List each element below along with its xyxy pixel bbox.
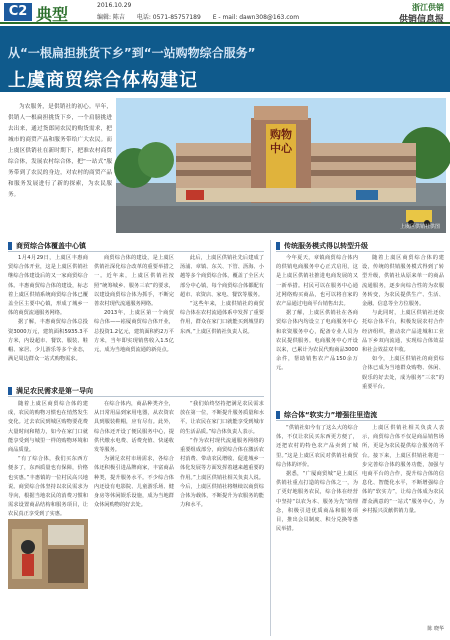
photo-caption: 上虞区供销社供图 <box>399 224 440 230</box>
intro-paragraph: 为农服务，是供销社的初心。早年，供销人一根扁担挑货下乡，一个肩膀挑进去出来，通过货郎同农民的购货需求，把城市的商贸产品和服务带给广大农民。而上虞区供销社在新时期下，把准农村商贸综合体，发展农村综合体，把“一站式”服务带到了农民的身边，对农村的商贸产品和服务发展进行了新的探索，为农民服务。 <box>8 104 112 198</box>
article-paragraph: 据悉，“广厦商贸城”是上虞区供销社重点打造的综合体之一，为了更好地服务农民，综合体在经营中坚持“以农为本、服务为先”的理念，积极引进优质商品和服务项目，推出会员制度、积分兑换等惠民举措。 <box>276 471 358 533</box>
article-paragraph: “有了综合体，我们买东西方便多了，东西质量也有保障，价格也实惠。”丰惠镇的一位村民高兴地说。商贸综合体坚持以农民需求为导向，根据当地农民的消费习惯和需求设置商品结构和服务项目，让农民真正享受到了实惠。 <box>8 456 88 518</box>
article-3-col-2 <box>362 254 444 390</box>
section-heading-3: 传统服务模式得以转型升级 <box>276 241 368 251</box>
article-paragraph: “供销社如今有了这么大的综合体，不仅让农民买东西更方便了，还把农村的特色农产品卖到了城里。”这是上虞区农民对供销社商贸综合体的评价。 <box>276 425 358 468</box>
newspaper-name: 供销信息报 <box>398 15 444 25</box>
article-paragraph: 在综合体内，商品种类齐全，从日常用品到家用电器，从农资农具到服装鞋帽，应有尽有。此外，综合体还开设了便民服务中心，提供代缴水电费、话费充值、快递收发等服务。 <box>94 401 174 454</box>
article-3-col-1 <box>276 254 358 370</box>
issue-date: 2016.10.29 <box>97 2 132 9</box>
kicker-headline: 从“一根扁担挑货下乡”到“一站购物综合服务” <box>8 46 256 60</box>
section-heading-4: 综合体“软实力”增强往里造流 <box>276 410 377 420</box>
article-2-col-2 <box>94 400 174 634</box>
article-paragraph: 为满足农村市场需求，各综合体还积极引进品牌商家，丰富商品种类，提升服务水平。不少综合体内还设有电影院、儿童游乐场、健身房等休闲娱乐设施，成为当地群众休闲购物的好去处。 <box>94 456 174 509</box>
article-paragraph: 商贸综合体的建设，是上虞区供销社深化综合改革的重要举措之一。近年来，上虞区供销社按照“统筹城乡、服务三农”的要求，以建设商贸综合体为抓手，不断完善农村现代流通服务网络。 <box>94 255 174 308</box>
article-paragraph: 此后，上虞区供销社先后建成了汤浦、章镇、东关、下管、沥海、小越等多个商贸综合体，覆盖了全区大部分中心镇，每个商贸综合体都配有超市、农资店、家电、餐饮等服务。 <box>180 255 264 298</box>
article-paragraph: 2013年，上虞区第一个商贸综合体——崧厦商贸综合体开业，总投资1.2亿元，建筑面积约2万平方米，当年即实现销售收入1.5亿元，成为当地商贸流通的新亮点。 <box>94 310 174 354</box>
article-1-col-2 <box>94 254 174 382</box>
article-paragraph: 如今，上虞区供销社的商贸综合体已成为当地群众购物、休闲、娱乐的好去处，成为服务“三农”的重要平台。 <box>362 356 444 390</box>
article-1-col-1 <box>8 254 88 382</box>
article-paragraph: 今年夏天，章镇商贸综合体内的供销电商服务中心正式启用，这是上虞区供销社推进电商发展的又一新举措。村民可以在服务中心通过网络购买商品，也可以将自家的农产品通过电商平台销售出去。 <box>276 255 358 308</box>
section-rule-2 <box>8 396 264 397</box>
article-paragraph: “作为农村现代流通服务网络的重要组成部分，商贸综合体在激活农村消费、带动农民增收、促进城乡一体化发展等方面发挥着越来越重要的作用。”上虞区供销社相关负责人说。今后，上虞区供销社将继续以商贸综合体为载体，不断提升为农服务的能力和水平。 <box>180 437 264 509</box>
article-paragraph: 据了解，丰惠商贸综合体总投资3000万元，建筑面积5935.3平方米，内设超市、餐饮、服装、鞋帽、家居、少儿游乐等多个业态，满足周边群众一站式购物需求。 <box>8 319 88 363</box>
article-paragraph: 1月4月29日，上虞区丰惠商贸综合体开业，这是上虞区供销社继综合体建设后的又一家商贸综合体。丰惠商贸综合体的建设，标志着上虞区供销系统商贸综合体已覆盖全区主要中心镇，形成了城乡一体的商贸流通服务网络。 <box>8 255 88 317</box>
editor-email: E - mail: dawn308@163.com <box>212 14 300 21</box>
main-headline: 上虞商贸综合体构建记 <box>8 70 198 91</box>
editor-name: 编辑: 陈吉 <box>97 14 125 21</box>
page-number-badge: C2 <box>4 3 32 21</box>
article-paragraph: 据了解，上虞区供销社在各商贸综合体内均设立了电商服务中心和农资服务中心，配备专业人员为农民提供服务。电商服务中心开设以来，已累计为农民代购商品3000余件，帮助销售农产品150余万元。 <box>276 310 358 372</box>
section-rule-4 <box>276 420 444 421</box>
section-heading-1: 商贸综合体覆盖中心镇 <box>8 241 86 251</box>
article-paragraph: 随着上虞区商贸综合体的建成，农民的购物习惯也在悄然发生变化。过去农民到城区购物要花费大量时间和精力，如今在家门口就能享受到与城里一样的购物环境和商品质量。 <box>8 401 88 454</box>
article-paragraph: 与此同时，上虞区供销社还依托综合体平台，积极发展农村合作经济组织，推动农产品进城和工业品下乡双向流通，实现综合体效益和社会效益双丰收。 <box>362 310 444 354</box>
lead-photo <box>116 98 446 233</box>
article-2-col-1 <box>8 400 88 516</box>
byline: 陈 晓华 <box>427 626 444 632</box>
editor-info <box>97 12 309 21</box>
section-rule-3 <box>276 251 444 252</box>
masthead <box>0 0 450 24</box>
article-paragraph: 随着上虞区商贸综合体的建设，传统的供销服务模式得到了转型升级，供销社从原来单一的商品流通服务，逐步向综合性的为农服务转变，为农民提供生产、生活、金融、信息等全方位服务。 <box>362 255 444 308</box>
section-rule-1 <box>8 251 264 252</box>
supermarket-photo <box>8 519 88 589</box>
article-paragraph: “我们始终坚持把满足农民需求放在第一位，不断提升服务质量和水平，让农民在家门口就能享受到城市的生活品质。”综合体负责人表示。 <box>180 401 264 435</box>
article-4-col-2 <box>362 424 444 620</box>
section-name: 典型 <box>36 5 69 24</box>
article-paragraph: 上虞区供销社相关负责人表示，商贸综合体不仅是商品销售场所，更是为农民提供综合服务的平台。接下来，上虞区供销社将进一步完善综合体的服务功能，加强与电商平台的合作，提升综合体的信息化、智能化水平，不断增强综合体的“软实力”，让综合体成为农民群众满意的“一站式”服务中心，为乡村振兴贡献供销力量。 <box>362 425 444 514</box>
section-heading-2: 满足农民需求是第一导向 <box>8 386 93 396</box>
article-1-col-3 <box>180 254 264 382</box>
article-2-col-3 <box>180 400 264 634</box>
article-4-col-1 <box>276 424 358 624</box>
sign-text: 购物中心 <box>270 128 292 155</box>
column-divider <box>270 240 271 636</box>
shopping-center-photo <box>116 98 446 233</box>
article-paragraph: “这些年来，上虞供销社的商贸综合体在农村流通体系中发挥了重要作用，群众在家门口就能买到城里的东西。”上虞区供销社负责人说。 <box>180 301 264 335</box>
editor-phone: 电话: 0571-85757189 <box>136 14 201 21</box>
region-label: 浙江供销 <box>412 3 444 12</box>
